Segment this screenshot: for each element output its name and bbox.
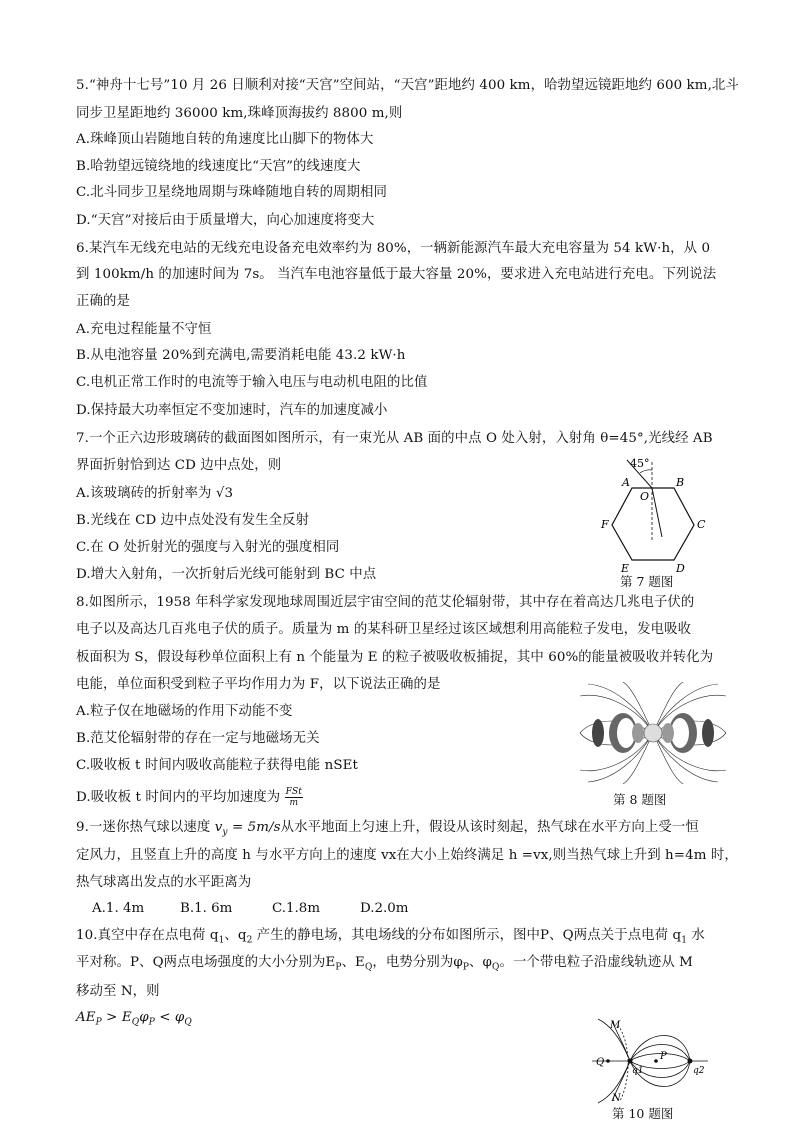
vertex-c: C (697, 518, 706, 531)
q9-velocity-symbol: v (214, 820, 223, 835)
label-p: P (660, 1051, 667, 1062)
charge-q1-icon (628, 1059, 633, 1064)
q8-stem-line4: 电能，单位面积受到粒子平均作用力为 F，以下说法正确的是 (76, 677, 441, 692)
q10-sub: Q (364, 962, 373, 973)
q8-option-d-text: D.吸收板 t 时间内的平均加速度为 (76, 790, 285, 805)
q9-stem-line2: 定风力，且竖直上升的高度 h 与水平方向上的速度 vx在大小上始终满足 h =vx,则当热气球上升到 h=4m 时， (76, 848, 738, 863)
q10-text: AE (76, 1010, 96, 1025)
q9-stem-line3: 热气球离出发点的水平距离为 (76, 875, 252, 890)
q6-stem-line2: 到 100km/h 的加速时间为 7s。 当汽车电池容量低于最大容量 20%，要求进入充电站进行充电。下列说法 (76, 267, 717, 282)
label-n: N (612, 1093, 621, 1104)
q6-option-b: B.从电池容量 20%到充满电,需要消耗电能 43.2 kW·h (76, 348, 406, 363)
q8-option-c: C.吸收板 t 时间内吸收高能粒子获得电能 nSEt (76, 758, 358, 773)
q8-option-d (76, 787, 303, 808)
q10-sub: Q (184, 1017, 192, 1028)
q10-sub: 2 (246, 935, 253, 946)
label-m: M (610, 1020, 621, 1031)
q7-option-b: B.光线在 CD 边中点处没有发生全反射 (76, 513, 310, 528)
figure7-caption: 第 7 题图 (620, 574, 674, 589)
q10-text: 、φ (469, 955, 492, 970)
figure10-caption: 第 10 题图 (612, 1106, 674, 1121)
q10-sub: P (462, 962, 469, 973)
label-q: Q (596, 1057, 605, 1068)
q9-stem-text-a: 9.一迷你热气球以速度 (76, 820, 215, 835)
charge-q2-icon (688, 1059, 693, 1064)
q6-option-c: C.电机正常工作时的电流等于输入电压与电动机电阻的比值 (76, 375, 428, 390)
q10-stem-line3: 移动至 N，则 (76, 984, 160, 999)
fraction (285, 787, 303, 808)
earth-icon (644, 724, 662, 742)
q9-option-a: A.1. 4m (92, 901, 145, 916)
q8-stem-line2: 电子以及高达几百兆电子伏的质子。质量为 m 的某科研卫星经过该区域想利用高能粒子发电，发电吸收 (76, 622, 692, 637)
q7-stem-line2: 界面折射恰到达 CD 边中点处，则 (76, 458, 282, 473)
q10-sub: P (95, 1017, 102, 1028)
label-q1: q1 (632, 1066, 644, 1076)
q10-stem-line1 (76, 926, 705, 951)
q10-option-a (76, 1008, 192, 1033)
label-q2: q2 (693, 1066, 705, 1076)
q10-sub: Q (491, 962, 500, 973)
q9-stem-text-b: 从水平地面上匀速上升，假设从该时刻起，热气球在水平方向上受一恒 (280, 820, 699, 835)
q10-text: 、E (341, 955, 365, 970)
q7-option-a-text: A.该玻璃砖的折射率为 (76, 486, 216, 501)
angle-arc (640, 470, 652, 473)
q10-text: < φ (154, 1010, 185, 1025)
q5-option-a: A.珠峰顶山岩随地自转的角速度比山脚下的物体大 (76, 132, 374, 147)
q9-velocity-sub: y (222, 827, 228, 838)
hexagon-shape (612, 488, 694, 560)
point-q-icon (606, 1059, 610, 1063)
refracted-ray (652, 488, 662, 537)
q10-sub: Q (131, 1017, 140, 1028)
q9-option-b: B.1. 6m (180, 901, 233, 916)
q5-option-c: C.北斗同步卫星绕地周期与珠峰随地自转的周期相同 (76, 185, 388, 200)
figure8-caption: 第 8 题图 (613, 792, 667, 807)
q10-text: 、q (224, 928, 247, 943)
q5-option-d: D.“天宫”对接后由于质量增大，向心加速度将变大 (76, 213, 375, 228)
electric-field-figure (590, 1017, 715, 1105)
fraction-denominator: m (289, 798, 299, 808)
point-p-icon (654, 1059, 658, 1063)
q10-text: φ (139, 1010, 149, 1025)
q8-stem-line3: 板面积为 S，假设每秒单位面积上有 n 个能量为 E 的粒子被吸收板捕捉，其中 60%的能量被吸收并转化为 (76, 650, 714, 665)
q6-option-d: D.保持最大功率恒定不变加速时，汽车的加速度减小 (76, 403, 388, 418)
q9-stem-line1 (76, 818, 699, 843)
vertex-e: E (621, 562, 630, 574)
van-allen-figure (578, 682, 728, 784)
point-o: O (640, 490, 650, 503)
fraction-numerator: FSt (285, 787, 302, 797)
q10-text: ，电势分别为φ (372, 955, 463, 970)
vertex-a: A (622, 476, 630, 489)
q6-stem-line3: 正确的是 (76, 294, 130, 309)
q7-option-d: D.增大入射角，一次折射后光线可能射到 BC 中点 (76, 567, 377, 582)
q5-option-b: B.哈勃望远镜绕地的线速度比“天宫”的线速度大 (76, 159, 361, 174)
q9-option-d: D.2.0m (360, 901, 409, 916)
q9-option-c: C.1.8m (272, 901, 321, 916)
q10-text: 。一个带电粒子沿虚线轨迹从 M (499, 955, 693, 970)
q7-option-a (76, 484, 233, 504)
q10-text: 产生的静电场，其电场线的分布如图所示，图中P、Q两点关于点电荷 q (252, 928, 682, 943)
q10-sub: P (335, 962, 342, 973)
angle-label: 45° (630, 457, 650, 470)
q7-stem-line1: 7.一个正六边形玻璃砖的截面图如图所示，有一束光从 AB 面的中点 O 处入射，入射角 θ=45°,光线经 AB (76, 431, 713, 446)
q10-text: > E (101, 1010, 132, 1025)
vertex-b: B (676, 476, 685, 489)
vertex-d: D (676, 562, 685, 574)
q10-text: 水 (687, 928, 705, 943)
q9-velocity-value: = 5m/s (227, 820, 281, 835)
q8-option-a: A.粒子仅在地磁场的作用下动能不变 (76, 704, 293, 719)
q10-sub: 1 (681, 935, 688, 946)
q10-text: 平对称。P、Q两点电场强度的大小分别为E (76, 955, 336, 970)
q8-option-b: B.范艾伦辐射带的存在一定与地磁场无关 (76, 731, 320, 746)
q8-stem-line1: 8.如图所示，1958 年科学家发现地球周围近层宇宙空间的范艾伦辐射带，其中存在着高达几兆电子伏的 (76, 595, 695, 610)
q10-sub: 1 (218, 935, 225, 946)
q6-stem-line1: 6.某汽车无线充电站的无线充电设备充电效率约为 80%，一辆新能源汽车最大充电容量为 54 kW·h，从 0 (76, 241, 711, 256)
hexagon-figure (590, 454, 715, 574)
q5-stem-line1: 5.“神舟十七号”10 月 26 日顺利对接“天宫”空间站，“天宫”距地约 400 km，哈勃望远镜距地约 600 km,北斗 (76, 78, 739, 93)
q10-text: 10.真空中存在点电荷 q (76, 928, 219, 943)
q5-stem-line2: 同步卫星距地约 36000 km,珠峰顶海拔约 8800 m,则 (76, 106, 403, 121)
q10-stem-line2 (76, 953, 693, 978)
sqrt3-value: √3 (215, 486, 234, 501)
q6-option-a: A.充电过程能量不守恒 (76, 322, 212, 337)
vertex-f: F (601, 518, 609, 531)
q10-sub: P (148, 1017, 155, 1028)
q7-option-c: C.在 O 处折射光的强度与入射光的强度相同 (76, 540, 340, 555)
